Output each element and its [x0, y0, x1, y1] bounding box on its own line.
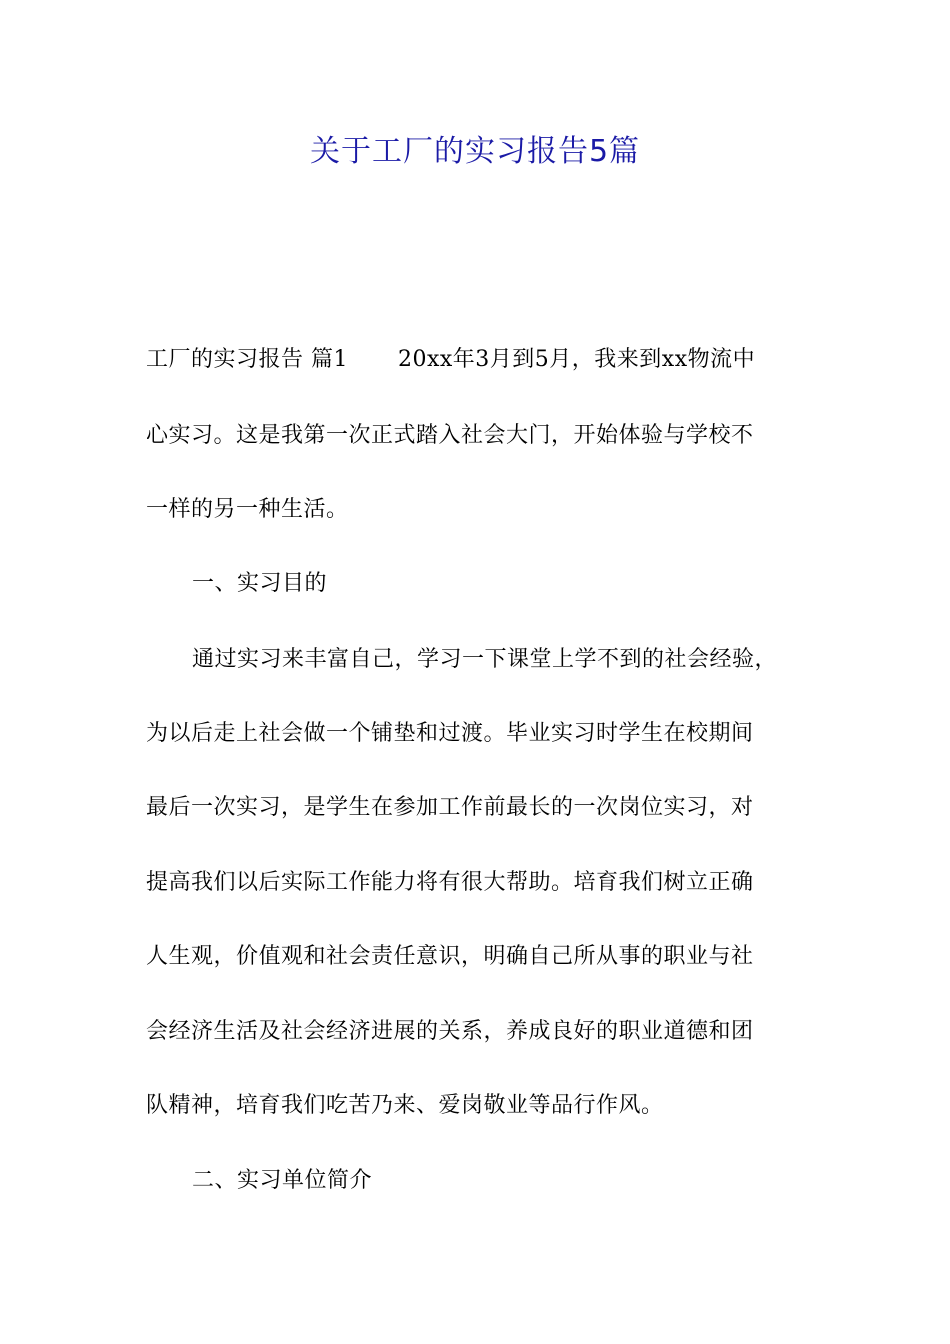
paragraph-line: 会经济生活及社会经济进展的关系，养成良好的职业道德和团 — [146, 1019, 754, 1044]
section-heading: 一、实习目的 — [192, 571, 328, 596]
section-heading-inline: 工厂的实习报告 篇1 — [146, 347, 348, 372]
paragraph-text: 20xx年3月到5月，我来到xx物流中 — [398, 347, 756, 372]
paragraph-line: 最后一次实习，是学生在参加工作前最长的一次岗位实习，对 — [146, 795, 754, 820]
paragraph-line: 心实习。这是我第一次正式踏入社会大门，开始体验与学校不 — [146, 423, 754, 448]
paragraph-line — [146, 345, 816, 375]
paragraph-line: 为以后走上社会做一个铺垫和过渡。毕业实习时学生在校期间 — [146, 721, 754, 746]
document-title: 关于工厂的实习报告5篇 — [309, 134, 641, 169]
paragraph-line: 通过实习来丰富自己，学习一下课堂上学不到的社会经验， — [192, 647, 778, 672]
paragraph-line: 提高我们以后实际工作能力将有很大帮助。培育我们树立正确 — [146, 870, 754, 895]
section-heading: 二、实习单位简介 — [192, 1168, 373, 1193]
paragraph-line: 人生观，价值观和社会责任意识，明确自己所从事的职业与社 — [146, 944, 754, 969]
paragraph-line: 一样的另一种生活。 — [146, 497, 349, 522]
paragraph-line: 队精神，培育我们吃苦乃来、爱岗敬业等品行作风。 — [146, 1093, 664, 1118]
